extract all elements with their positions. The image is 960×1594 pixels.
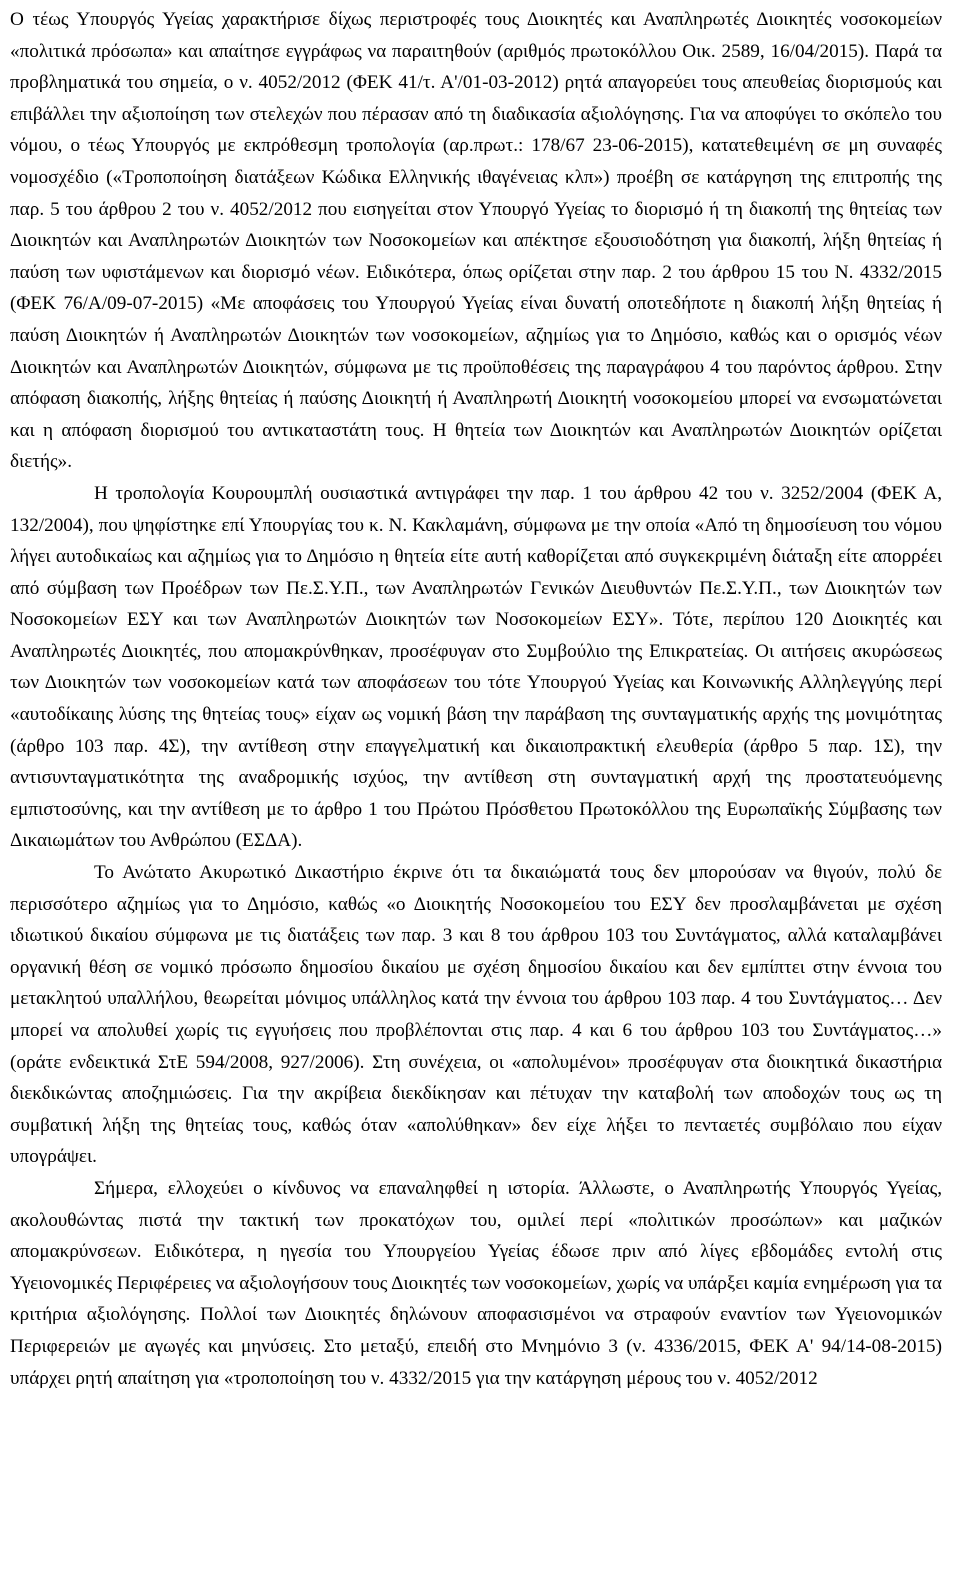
paragraph-2: Η τροπολογία Κουρουμπλή ουσιαστικά αντιγράφει την παρ. 1 του άρθρου 42 του ν. 3252/2004 (ΦΕΚ Α, 132/2004), που ψηφίστηκε επί Υπουργίας του κ. Ν. Κακλαμάνη, σύμφωνα με την οποία «Από τη δημοσίευση του νόμου λήγει αυτοδικαίως και αζημίως για το Δημόσιο η θητεία είτε αυτή καθορίζεται από συγκεκριμένη διάταξη είτε απορρέει από σύμβαση των Προέδρων των Πε.Σ.Υ.Π., των Αναπληρωτών Γενικών Διευθυντών Πε.Σ.Υ.Π., των Διοικητών των Νοσοκομείων ΕΣΥ και των Αναπληρωτών Διοικητών των Νοσοκομείων ΕΣΥ». Τότε, περίπου 120 Διοικητές και Αναπληρωτές Διοικητές, που απομακρύνθηκαν, προσέφυγαν στο Συμβούλιο της Επικρατείας. Οι αιτήσεις ακυρώσεως των Διοικητών των νοσοκομείων κατά των αποφάσεων του τότε Υπουργού Υγείας και Κοινωνικής Αλληλεγγύης περί «αυτοδίκαιης λύσης της θητείας τους» είχαν ως νομική βάση την παράβαση της συνταγματικής αρχής της μονιμότητας (άρθρο 103 παρ. 4Σ), την αντίθεση στην επαγγελματική και δικαιοπρακτική ελευθερία (άρθρο 5 παρ. 1Σ), την αντισυνταγματικότητα της αναδρομικής ισχύος, την αντίθεση στη συνταγματική αρχή της προστατευόμενης εμπιστοσύνης, και την αντίθεση με το άρθρο 1 του Πρώτου Πρόσθετου Πρωτοκόλλου της Ευρωπαϊκής Σύμβασης των Δικαιωμάτων του Ανθρώπου (ΕΣΔΑ). (10, 482, 942, 852)
paragraph-3: Το Ανώτατο Ακυρωτικό Δικαστήριο έκρινε ότι τα δικαιώματά τους δεν μπορούσαν να θιγούν, πολύ δε περισσότερο αζημίως για το Δημόσιο, καθώς «ο Διοικητής Νοσοκομείου του ΕΣΥ δεν προσλαμβάνεται με σχέση ιδιωτικού δικαίου σύμφωνα με τις διατάξεις των παρ. 3 και 8 του άρθρου 103 του Συντάγματος, αλλά καταλαμβάνει οργανική θέση σε νομικό πρόσωπο δημοσίου δικαίου με σχέση δημοσίου δικαίου και δεν εμπίπτει στην έννοια του μετακλητού υπαλλήλου, θεωρείται μόνιμος υπάλληλος κατά την έννοια του άρθρου 103 παρ. 4 του Συντάγματος… Δεν μπορεί να απολυθεί χωρίς τις εγγυήσεις που προβλέπονται στις παρ. 4 και 6 του άρθρου 103 του Συντάγματος…» (οράτε ενδεικτικά ΣτΕ 594/2008, 927/2006). Στη συνέχεια, οι «απολυμένοι» προσέφυγαν στα διοικητικά δικαστήρια διεκδικώντας αποζημιώσεις. Για την ακρίβεια διεκδίκησαν και πέτυχαν την καταβολή των αποδοχών τους ως τη συμβατική λήξη της θητείας τους, καθώς όταν «απολύθηκαν» δεν είχε λήξει το πενταετές συμβόλαιο που είχαν υπογράψει. (10, 862, 942, 1168)
paragraph-1: Ο τέως Υπουργός Υγείας χαρακτήρισε δίχως περιστροφές τους Διοικητές και Αναπληρωτές Διοικητές νοσοκομείων «πολιτικά πρόσωπα» και απαίτησε εγγράφως να παραιτηθούν (αριθμός πρωτοκόλλου Οικ. 2589, 16/04/2015). Παρά τα προβληματικά του σημεία, ο ν. 4052/2012 (ΦΕΚ 41/τ. Α'/01-03-2012) ρητά απαγορεύει τους απευθείας διορισμούς και επιβάλλει την αξιοποίηση των στελεχών που πέρασαν από τη διαδικασία αξιολόγησης. Για να αποφύγει το σκόπελο του νόμου, ο τέως Υπουργός με εκπρόθεσμη τροπολογία (αρ.πρωτ.: 178/67 23-06-2015), κατατεθειμένη σε μη συναφές νομοσχέδιο («Τροποποίηση διατάξεων Κώδικα Ελληνικής ιθαγένειας κλπ») προέβη σε κατάργηση της επιτροπής της παρ. 5 του άρθρου 2 του ν. 4052/2012 που εισηγείται στον Υπουργό Υγείας το διορισμό ή τη διακοπή της θητείας των Διοικητών και Αναπληρωτών Διοικητών των Νοσοκομείων και απέκτησε εξουσιοδότηση για διακοπή, λήξη θητείας ή παύση των υφιστάμενων και διορισμό νέων. Ειδικότερα, όπως ορίζεται στην παρ. 2 του άρθρου 15 του Ν. 4332/2015 (ΦΕΚ 76/Α/09-07-2015) «Με αποφάσεις του Υπουργού Υγείας είναι δυνατή οποτεδήποτε η διακοπή λήξη θητείας ή παύση Διοικητών ή Αναπληρωτών Διοικητών των νοσοκομείων, αζημίως για το Δημόσιο, καθώς και ο ορισμός νέων Διοικητών και Αναπληρωτών Διοικητών, σύμφωνα με τις προϋποθέσεις της παραγράφου 4 του παρόντος άρθρου. Στην απόφαση διακοπής, λήξης θητείας ή παύσης Διοικητή ή Αναπληρωτή Διοικητή νοσοκομείου μπορεί να ενσωματώνεται και η απόφαση διορισμού του αντικαταστάτη τους. Η θητεία των Διοικητών και Αναπληρωτών Διοικητών ορίζεται διετής». (10, 9, 942, 473)
paragraph-4: Σήμερα, ελλοχεύει ο κίνδυνος να επαναληφθεί η ιστορία. Άλλωστε, ο Αναπληρωτής Υπουργός Υγείας, ακολουθώντας πιστά την τακτική των προκατόχων του, ομιλεί περί «πολιτικών προσώπων» και μαζικών απομακρύνσεων. Ειδικότερα, η ηγεσία του Υπουργείου Υγείας έδωσε πριν από λίγες εβδομάδες εντολή στις Υγειονομικές Περιφέρειες να αξιολογήσουν τους Διοικητές των νοσοκομείων, χωρίς να υπάρξει καμία ενημέρωση για τα κριτήρια αξιολόγησης. Πολλοί των Διοικητές δηλώνουν αποφασισμένοι να στραφούν εναντίον των Υγειονομικών Περιφερειών με αγωγές και μηνύσεις. Στο μεταξύ, επειδή στο Μνημόνιο 3 (ν. 4336/2015, ΦΕΚ Α' 94/14-08-2015) υπάρχει ρητή απαίτηση για «τροποποίηση του ν. 4332/2015 για την κατάργηση μέρους του ν. 4052/2012 (10, 1177, 942, 1389)
